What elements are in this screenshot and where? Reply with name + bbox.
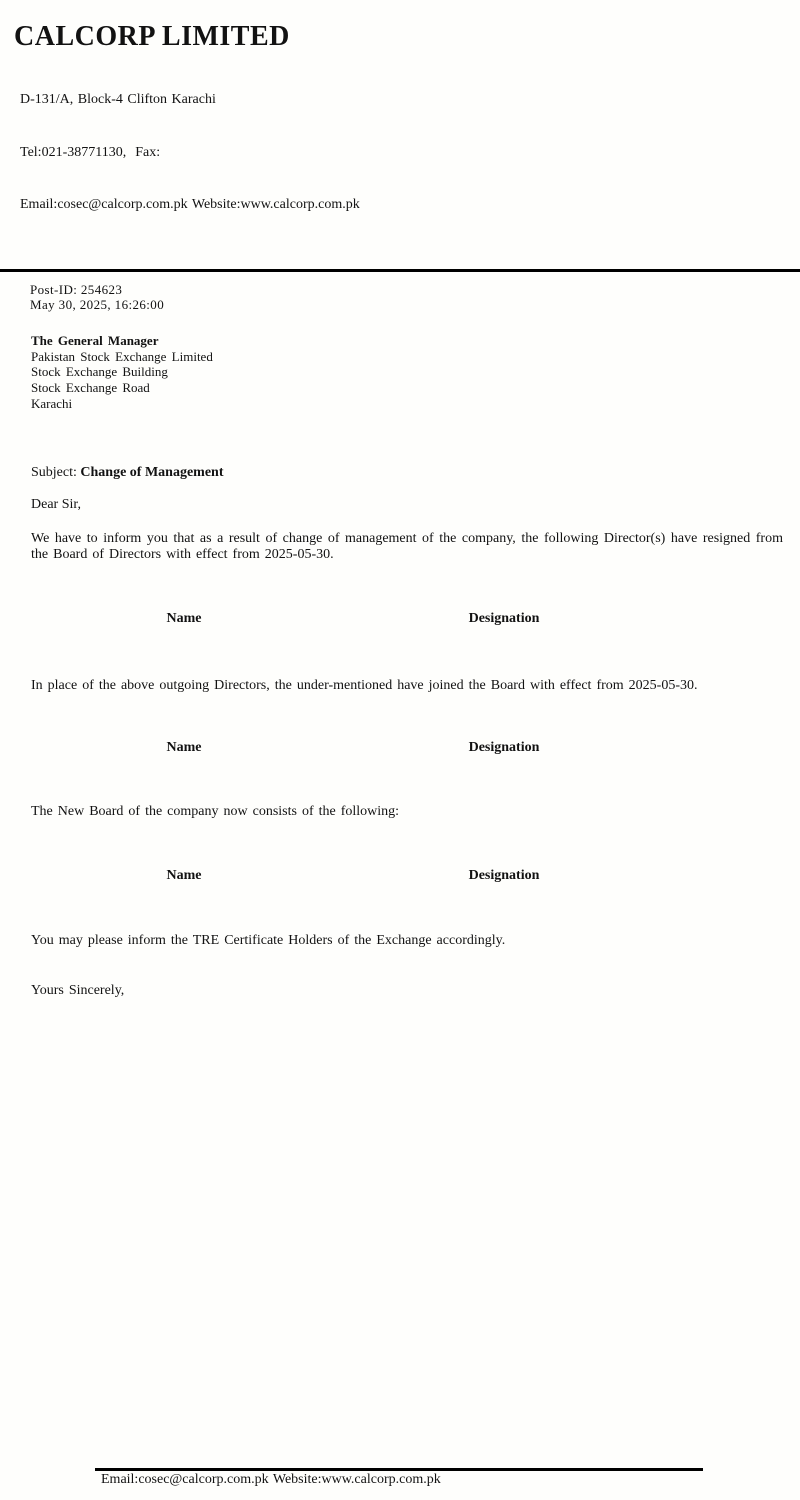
paragraph-new-board: The New Board of the company now consists of the following: bbox=[31, 804, 400, 820]
company-address-line: D-131/A, Block-4 Clifton Karachi bbox=[20, 92, 216, 108]
company-name: CALCORP LIMITED bbox=[14, 21, 290, 52]
subject-line bbox=[31, 465, 800, 481]
recipient-city: Karachi bbox=[31, 395, 73, 411]
closing: Yours Sincerely, bbox=[31, 983, 125, 999]
recipient-organization: Pakistan Stock Exchange Limited bbox=[31, 348, 213, 364]
post-datetime: May 30, 2025, 16:26:00 bbox=[30, 297, 165, 313]
paragraph-inform-tre-holders: You may please inform the TRE Certificate Holders of the Exchange accordingly. bbox=[31, 933, 506, 949]
salutation: Dear Sir, bbox=[31, 497, 81, 513]
paragraph-resigned-directors: We have to inform you that as a result of change of management of the company, the following Director(s) have resigned from the Board of Directors with effect from 2025-05-30. bbox=[31, 531, 783, 563]
company-email-website-line: Email:cosec@calcorp.com.pk Website:www.calcorp.com.pk bbox=[20, 197, 360, 213]
new-board-table-header bbox=[31, 868, 783, 884]
outgoing-directors-table-header bbox=[31, 611, 783, 627]
paragraph-joined-directors: In place of the above outgoing Directors, the under-mentioned have joined the Board with effect from 2025-05-30. bbox=[31, 678, 698, 694]
company-address bbox=[20, 56, 800, 249]
recipient-address bbox=[31, 333, 800, 412]
post-meta bbox=[30, 282, 800, 313]
incoming-directors-table-header bbox=[31, 740, 783, 756]
recipient-building: Stock Exchange Building bbox=[31, 364, 168, 380]
footer-divider bbox=[95, 1468, 703, 1471]
column-header-name: Name bbox=[166, 868, 202, 884]
header-divider bbox=[0, 269, 800, 272]
company-phone-fax-line: Tel:021-38771130, Fax: bbox=[20, 144, 161, 160]
subject-label: Subject: bbox=[31, 465, 81, 481]
column-header-designation: Designation bbox=[468, 611, 540, 627]
footer-contact-line: Email:cosec@calcorp.com.pk Website:www.calcorp.com.pk bbox=[101, 1472, 441, 1487]
column-header-name: Name bbox=[166, 611, 202, 627]
column-header-name: Name bbox=[166, 740, 202, 756]
column-header-designation: Designation bbox=[468, 868, 540, 884]
post-id: Post-ID: 254623 bbox=[30, 281, 123, 297]
letterhead bbox=[0, 0, 800, 249]
recipient-street: Stock Exchange Road bbox=[31, 380, 150, 395]
subject-value: Change of Management bbox=[80, 465, 224, 481]
column-header-designation: Designation bbox=[468, 740, 540, 756]
recipient-title: The General Manager bbox=[31, 332, 159, 348]
